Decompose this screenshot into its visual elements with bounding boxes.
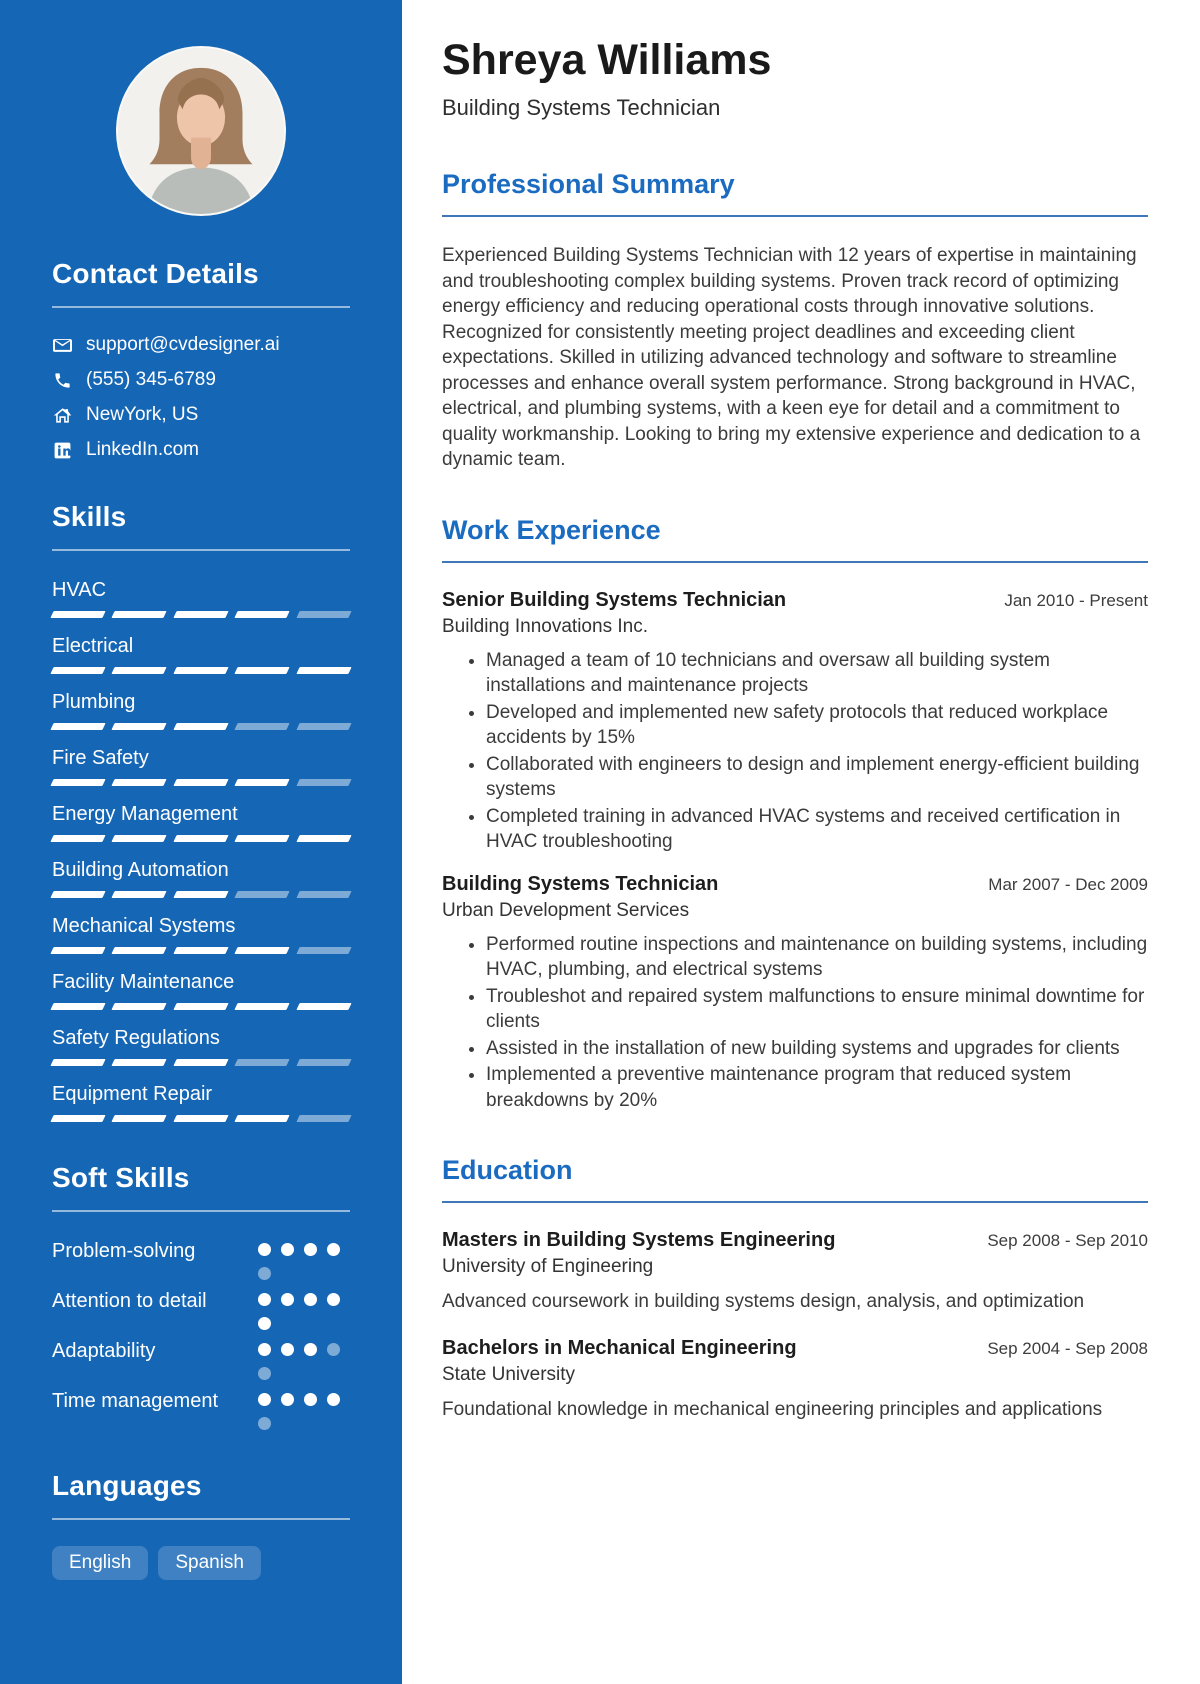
soft-skill-item [52, 1388, 350, 1430]
skill-bar-segment [235, 835, 291, 842]
summary-section [442, 169, 1148, 473]
skill-item [52, 1083, 350, 1122]
skill-bar-segment [173, 779, 229, 786]
skill-label: Fire Safety [52, 747, 149, 769]
education-heading: Education [442, 1155, 1148, 1203]
job-bullet: • Troubleshot and repaired system malfunctions to ensure minimal downtime for clients [486, 984, 1148, 1035]
skill-bar-segment [296, 667, 352, 674]
skill-bar-segment [296, 779, 352, 786]
rating-dot [327, 1343, 340, 1356]
skill-bar-segment [50, 947, 106, 954]
skill-bar-segment [112, 779, 168, 786]
contact-item-email[interactable] [52, 334, 350, 356]
education-entry [442, 1229, 1148, 1315]
skill-label: Mechanical Systems [52, 915, 236, 937]
education-dates: Sep 2004 - Sep 2008 [987, 1338, 1148, 1358]
contact-divider [52, 306, 350, 308]
skill-label: Electrical [52, 635, 134, 657]
degree-title: Bachelors in Mechanical Engineering [442, 1336, 797, 1359]
skill-bar [52, 667, 350, 674]
contact-item-linkedin[interactable] [52, 439, 350, 461]
skill-bar-segment [50, 779, 106, 786]
contact-text: support@cvdesigner.ai [86, 334, 280, 355]
skill-bar-segment [235, 1115, 291, 1122]
job-entry [442, 589, 1148, 855]
skill-bar-segment [173, 1115, 229, 1122]
soft-skill-dots [258, 1388, 350, 1430]
rating-dot [327, 1393, 340, 1406]
rating-dot [258, 1267, 271, 1280]
experience-section [442, 515, 1148, 1114]
language-pill-english: English [52, 1546, 148, 1580]
skill-bar-segment [173, 1059, 229, 1066]
rating-dot [327, 1243, 340, 1256]
soft-skill-item [52, 1238, 350, 1280]
job-company: Building Innovations Inc. [442, 615, 648, 637]
skill-bar-segment [235, 1059, 291, 1066]
phone-icon [52, 370, 72, 390]
contact-item-phone[interactable] [52, 369, 350, 391]
education-dates: Sep 2008 - Sep 2010 [987, 1231, 1148, 1250]
contact-text: (555) 345-6789 [86, 369, 216, 390]
skill-bar-segment [173, 723, 229, 730]
main-content [402, 0, 1200, 1684]
sidebar [0, 0, 402, 1684]
rating-dot [304, 1343, 317, 1356]
job-header [442, 589, 1148, 612]
skill-bar [52, 835, 350, 842]
rating-dot [258, 1417, 271, 1430]
job-bullet: • Managed a team of 10 technicians and oversaw all building system installations and maintenance projects [486, 648, 1148, 699]
school-name: State University [442, 1363, 576, 1385]
job-bullet: • Implemented a preventive maintenance program that reduced system breakdowns by 20% [486, 1062, 1148, 1113]
job-bullet: • Collaborated with engineers to design and implement energy-efficient building systems [486, 752, 1148, 803]
skill-bar-segment [50, 1059, 106, 1066]
skill-item [52, 859, 350, 898]
experience-heading: Work Experience [442, 515, 1148, 563]
skill-bar-segment [50, 835, 106, 842]
avatar-illustration [118, 48, 284, 214]
soft-skill-item [52, 1288, 350, 1330]
contact-section [52, 258, 350, 461]
skill-bar [52, 723, 350, 730]
language-pill-spanish: Spanish [158, 1546, 261, 1580]
job-bullet: • Assisted in the installation of new building systems and upgrades for clients [486, 1036, 1148, 1062]
contact-title: Contact Details [52, 258, 259, 289]
soft-skill-item [52, 1338, 350, 1380]
soft-skill-label: Problem-solving [52, 1240, 196, 1262]
skill-bar-segment [112, 723, 168, 730]
rating-dot [258, 1393, 271, 1406]
education-header [442, 1229, 1148, 1252]
skill-label: Safety Regulations [52, 1027, 220, 1049]
job-company: Urban Development Services [442, 899, 690, 921]
home-icon [52, 405, 72, 425]
skill-bar-segment [112, 667, 168, 674]
skill-bar-segment [296, 947, 352, 954]
skills-section [52, 501, 350, 1122]
skill-bar-segment [296, 1003, 352, 1010]
skill-bar-segment [296, 835, 352, 842]
job-bullet: • Completed training in advanced HVAC systems and received certification in HVAC troubleshooting [486, 804, 1148, 855]
rating-dot [304, 1243, 317, 1256]
soft-skill-label: Time management [52, 1390, 218, 1412]
job-bullet: • Developed and implemented new safety protocols that reduced workplace accidents by 15% [486, 700, 1148, 751]
soft-skill-dots [258, 1338, 350, 1380]
languages-list [52, 1546, 350, 1580]
linkedin-icon [52, 440, 72, 460]
skill-bar-segment [235, 1003, 291, 1010]
skill-item [52, 803, 350, 842]
skill-bar-segment [173, 947, 229, 954]
rating-dot [258, 1367, 271, 1380]
soft-skill-label: Attention to detail [52, 1290, 207, 1312]
skill-bar [52, 891, 350, 898]
job-bullets [486, 932, 1148, 1114]
skill-item [52, 1027, 350, 1066]
education-section [442, 1155, 1148, 1422]
skill-bar-segment [296, 611, 352, 618]
skill-bar-segment [112, 1115, 168, 1122]
school-name: University of Engineering [442, 1256, 654, 1277]
education-entry [442, 1337, 1148, 1423]
skill-bar [52, 947, 350, 954]
education-list [442, 1203, 1148, 1422]
skill-item [52, 579, 350, 618]
skill-bar-segment [112, 1003, 168, 1010]
rating-dot [258, 1317, 271, 1330]
person-name: Shreya Williams [442, 36, 772, 84]
skill-label: Equipment Repair [52, 1083, 213, 1105]
skill-bar-segment [296, 723, 352, 730]
skill-bar [52, 611, 350, 618]
education-description: Advanced coursework in building systems design, analysis, and optimization [442, 1291, 1085, 1312]
skill-label: Energy Management [52, 803, 238, 825]
skill-bar-segment [296, 891, 352, 898]
rating-dot [327, 1293, 340, 1306]
skill-item [52, 635, 350, 674]
person-job-title: Building Systems Technician [442, 95, 721, 120]
skill-bar-segment [173, 1003, 229, 1010]
skill-bar-segment [112, 835, 168, 842]
contact-text: LinkedIn.com [86, 439, 200, 460]
languages-section [52, 1470, 350, 1580]
skill-item [52, 971, 350, 1010]
languages-title: Languages [52, 1470, 202, 1501]
education-description: Foundational knowledge in mechanical engineering principles and applications [442, 1398, 1103, 1420]
skill-bar-segment [50, 1115, 106, 1122]
rating-dot [281, 1293, 294, 1306]
job-title: Senior Building Systems Technician [442, 588, 787, 611]
skill-item [52, 691, 350, 730]
rating-dot [258, 1343, 271, 1356]
rating-dot [258, 1293, 271, 1306]
skill-bar-segment [235, 611, 291, 618]
degree-title: Masters in Building Systems Engineering [442, 1229, 836, 1251]
skill-label: HVAC [52, 579, 107, 601]
skill-label: Plumbing [52, 691, 136, 713]
soft-skills-title: Soft Skills [52, 1162, 190, 1193]
rating-dot [304, 1393, 317, 1406]
skill-bar-segment [235, 891, 291, 898]
skill-bar [52, 1059, 350, 1066]
skill-bar-segment [112, 1059, 168, 1066]
skill-bar-segment [235, 779, 291, 786]
soft-skills-divider [52, 1210, 350, 1212]
skill-bar-segment [112, 947, 168, 954]
avatar [116, 46, 286, 216]
rating-dot [281, 1343, 294, 1356]
skill-bar-segment [296, 1059, 352, 1066]
summary-text: Experienced Building Systems Technician with 12 years of expertise in maintaining and troubleshooting complex building systems. Proven track record of optimizing energy efficiency and reducing operational costs through innovative solutions. Recognized for consistently meeting project deadlines and exceeding client expectations. Skilled in utilizing advanced technology and software to streamline processes and enhance overall system performance. Strong background in HVAC, electrical, and plumbing systems, with a keen eye for detail and a commitment to quality workmanship. Looking to bring my extensive experience and dedication to a dynamic team. [442, 245, 1141, 470]
rating-dot [281, 1393, 294, 1406]
contact-item-home [52, 404, 350, 426]
rating-dot [304, 1293, 317, 1306]
skills-list [52, 579, 350, 1122]
soft-skill-dots [258, 1238, 350, 1280]
soft-skills-section [52, 1162, 350, 1430]
education-header [442, 1337, 1148, 1360]
skill-bar-segment [173, 667, 229, 674]
skill-bar [52, 1003, 350, 1010]
rating-dot [281, 1243, 294, 1256]
skill-bar-segment [235, 667, 291, 674]
skill-bar-segment [173, 611, 229, 618]
skill-bar-segment [112, 891, 168, 898]
skill-bar [52, 1115, 350, 1122]
skill-item [52, 915, 350, 954]
skill-bar-segment [50, 723, 106, 730]
skills-title: Skills [52, 501, 127, 532]
rating-dot [258, 1243, 271, 1256]
job-header [442, 873, 1148, 896]
job-title: Building Systems Technician [442, 872, 719, 895]
skill-bar-segment [173, 835, 229, 842]
job-bullet: • Performed routine inspections and maintenance on building systems, including HVAC, plumbing, and electrical systems [486, 932, 1148, 983]
skill-bar-segment [50, 891, 106, 898]
jobs-list [442, 563, 1148, 1114]
skill-bar-segment [173, 891, 229, 898]
skill-bar [52, 779, 350, 786]
job-entry [442, 873, 1148, 1114]
contact-list [52, 334, 350, 461]
job-dates: Mar 2007 - Dec 2009 [988, 874, 1148, 894]
skill-bar-segment [235, 723, 291, 730]
soft-skill-label: Adaptability [52, 1340, 156, 1362]
languages-divider [52, 1518, 350, 1520]
job-bullets [486, 648, 1148, 855]
contact-text: NewYork, US [86, 404, 199, 425]
job-dates: Jan 2010 - Present [1004, 590, 1148, 610]
skills-divider [52, 549, 350, 551]
skill-bar-segment [235, 947, 291, 954]
skill-item [52, 747, 350, 786]
skill-bar-segment [50, 1003, 106, 1010]
skill-bar-segment [112, 611, 168, 618]
skill-label: Facility Maintenance [52, 971, 235, 993]
skill-label: Building Automation [52, 859, 229, 881]
soft-skills-list [52, 1238, 350, 1430]
summary-heading: Professional Summary [442, 169, 1148, 217]
skill-bar-segment [50, 611, 106, 618]
skill-bar-segment [50, 667, 106, 674]
soft-skill-dots [258, 1288, 350, 1330]
email-icon [52, 335, 72, 355]
skill-bar-segment [296, 1115, 352, 1122]
